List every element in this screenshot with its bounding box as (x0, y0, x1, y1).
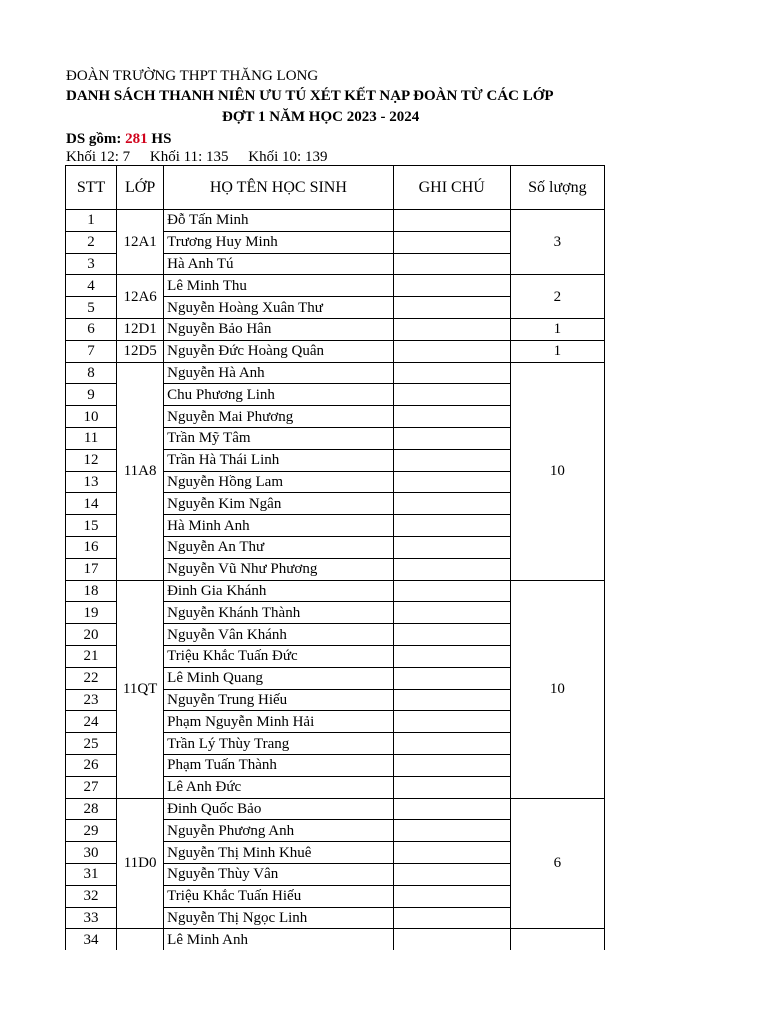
student-name-cell: Lê Minh Thu (164, 275, 393, 297)
note-cell (393, 449, 510, 471)
stt-cell: 22 (66, 667, 117, 689)
student-name-cell: Nguyễn Đức Hoàng Quân (164, 340, 393, 362)
table-row (66, 275, 605, 297)
student-name-cell: Trương Huy Minh (164, 231, 393, 253)
student-name-cell: Nguyễn Kim Ngân (164, 493, 393, 515)
note-cell (393, 253, 510, 275)
note-cell (393, 733, 510, 755)
stt-cell: 6 (66, 318, 117, 340)
note-cell (393, 645, 510, 667)
block-12-count: Khối 12: 7 (66, 149, 131, 165)
stt-cell: 30 (66, 842, 117, 864)
header-lop: LỚP (117, 166, 164, 210)
note-cell (393, 406, 510, 428)
stt-cell: 29 (66, 820, 117, 842)
stt-cell: 25 (66, 733, 117, 755)
stt-cell: 19 (66, 602, 117, 624)
stt-cell: 2 (66, 231, 117, 253)
stt-cell: 34 (66, 929, 117, 950)
stt-cell: 5 (66, 297, 117, 319)
note-cell (393, 820, 510, 842)
note-cell (393, 558, 510, 580)
stt-cell: 18 (66, 580, 117, 602)
note-cell (393, 624, 510, 646)
quantity-cell (510, 929, 604, 950)
header-qty: Số lượng (510, 166, 604, 210)
quantity-cell: 1 (510, 318, 604, 340)
student-name-cell: Lê Minh Quang (164, 667, 393, 689)
stt-cell: 11 (66, 427, 117, 449)
student-name-cell: Nguyễn Hoàng Xuân Thư (164, 297, 393, 319)
student-name-cell: Nguyễn Vân Khánh (164, 624, 393, 646)
stt-cell: 21 (66, 645, 117, 667)
block-10-count: Khối 10: 139 (248, 149, 328, 165)
student-name-cell: Nguyễn Khánh Thành (164, 602, 393, 624)
stt-cell: 17 (66, 558, 117, 580)
stt-cell: 12 (66, 449, 117, 471)
class-cell: 12A1 (117, 210, 164, 275)
note-cell (393, 275, 510, 297)
student-name-cell: Đinh Quốc Bảo (164, 798, 393, 820)
note-cell (393, 384, 510, 406)
student-name-cell: Triệu Khắc Tuấn Hiếu (164, 885, 393, 907)
table-row (66, 798, 605, 820)
student-name-cell: Nguyễn Hà Anh (164, 362, 393, 384)
total-prefix: DS gồm: (66, 131, 126, 147)
note-cell (393, 885, 510, 907)
student-name-cell: Triệu Khắc Tuấn Đức (164, 645, 393, 667)
student-name-cell: Trần Hà Thái Linh (164, 449, 393, 471)
quantity-cell: 10 (510, 362, 604, 580)
student-name-cell: Đỗ Tấn Minh (164, 210, 393, 232)
student-name-cell: Hà Minh Anh (164, 515, 393, 537)
student-name-cell: Nguyễn Thùy Vân (164, 863, 393, 885)
note-cell (393, 297, 510, 319)
stt-cell: 24 (66, 711, 117, 733)
student-name-cell: Nguyễn Bảo Hân (164, 318, 393, 340)
student-name-cell: Nguyễn Hồng Lam (164, 471, 393, 493)
table-row (66, 210, 605, 232)
student-name-cell: Trần Lý Thùy Trang (164, 733, 393, 755)
block-11-count: Khối 11: 135 (149, 149, 229, 165)
note-cell (393, 471, 510, 493)
note-cell (393, 776, 510, 798)
note-cell (393, 493, 510, 515)
stt-cell: 9 (66, 384, 117, 406)
note-cell (393, 929, 510, 950)
note-cell (393, 210, 510, 232)
stt-cell: 7 (66, 340, 117, 362)
header-name: HỌ TÊN HỌC SINH (164, 166, 393, 210)
class-cell: 11QT (117, 580, 164, 798)
header-note: GHI CHÚ (393, 166, 510, 210)
stt-cell: 20 (66, 624, 117, 646)
note-cell (393, 602, 510, 624)
student-name-cell: Hà Anh Tú (164, 253, 393, 275)
stt-cell: 1 (66, 210, 117, 232)
note-cell (393, 711, 510, 733)
stt-cell: 10 (66, 406, 117, 428)
student-name-cell: Nguyễn Thị Minh Khuê (164, 842, 393, 864)
table-header-row (66, 166, 605, 210)
stt-cell: 4 (66, 275, 117, 297)
class-cell (117, 929, 164, 950)
class-cell: 12D5 (117, 340, 164, 362)
document-title: DANH SÁCH THANH NIÊN ƯU TÚ XÉT KẾT NẠP ĐOÀN TỪ CÁC LỚP (66, 88, 554, 104)
stt-cell: 13 (66, 471, 117, 493)
total-suffix: HS (147, 131, 172, 147)
student-name-cell: Phạm Tuấn Thành (164, 754, 393, 776)
note-cell (393, 907, 510, 929)
note-cell (393, 318, 510, 340)
note-cell (393, 754, 510, 776)
quantity-cell: 6 (510, 798, 604, 929)
table-row (66, 580, 605, 602)
note-cell (393, 515, 510, 537)
total-count: 281 (125, 131, 148, 147)
student-name-cell: Đinh Gia Khánh (164, 580, 393, 602)
stt-cell: 27 (66, 776, 117, 798)
note-cell (393, 536, 510, 558)
student-name-cell: Nguyễn Thị Ngọc Linh (164, 907, 393, 929)
header-stt: STT (66, 166, 117, 210)
student-table (65, 165, 605, 950)
note-cell (393, 689, 510, 711)
note-cell (393, 842, 510, 864)
note-cell (393, 340, 510, 362)
quantity-cell: 10 (510, 580, 604, 798)
stt-cell: 16 (66, 536, 117, 558)
table-row (66, 318, 605, 340)
stt-cell: 8 (66, 362, 117, 384)
table-row (66, 340, 605, 362)
class-cell: 12A6 (117, 275, 164, 319)
student-name-cell: Nguyễn Vũ Như Phương (164, 558, 393, 580)
quantity-cell: 3 (510, 210, 604, 275)
student-name-cell: Nguyễn Trung Hiếu (164, 689, 393, 711)
stt-cell: 31 (66, 863, 117, 885)
note-cell (393, 427, 510, 449)
block-breakdown (66, 149, 343, 166)
student-name-cell: Nguyễn Phương Anh (164, 820, 393, 842)
class-cell: 12D1 (117, 318, 164, 340)
stt-cell: 33 (66, 907, 117, 929)
class-cell: 11A8 (117, 362, 164, 580)
student-name-cell: Nguyễn An Thư (164, 536, 393, 558)
stt-cell: 32 (66, 885, 117, 907)
school-name: ĐOÀN TRƯỜNG THPT THĂNG LONG (66, 68, 319, 84)
stt-cell: 23 (66, 689, 117, 711)
stt-cell: 28 (66, 798, 117, 820)
note-cell (393, 580, 510, 602)
quantity-cell: 2 (510, 275, 604, 319)
class-cell: 11D0 (117, 798, 164, 929)
stt-cell: 26 (66, 754, 117, 776)
note-cell (393, 798, 510, 820)
note-cell (393, 667, 510, 689)
total-count-line (66, 131, 171, 148)
note-cell (393, 362, 510, 384)
stt-cell: 15 (66, 515, 117, 537)
stt-cell: 14 (66, 493, 117, 515)
note-cell (393, 231, 510, 253)
student-name-cell: Lê Minh Anh (164, 929, 393, 950)
student-name-cell: Nguyễn Mai Phương (164, 406, 393, 428)
table-row (66, 362, 605, 384)
table-row (66, 929, 605, 950)
quantity-cell: 1 (510, 340, 604, 362)
note-cell (393, 863, 510, 885)
student-name-cell: Chu Phương Linh (164, 384, 393, 406)
student-name-cell: Lê Anh Đức (164, 776, 393, 798)
stt-cell: 3 (66, 253, 117, 275)
student-name-cell: Phạm Nguyễn Minh Hải (164, 711, 393, 733)
document-subtitle: ĐỢT 1 NĂM HỌC 2023 - 2024 (222, 109, 420, 125)
student-name-cell: Trần Mỹ Tâm (164, 427, 393, 449)
table-body (66, 210, 605, 951)
